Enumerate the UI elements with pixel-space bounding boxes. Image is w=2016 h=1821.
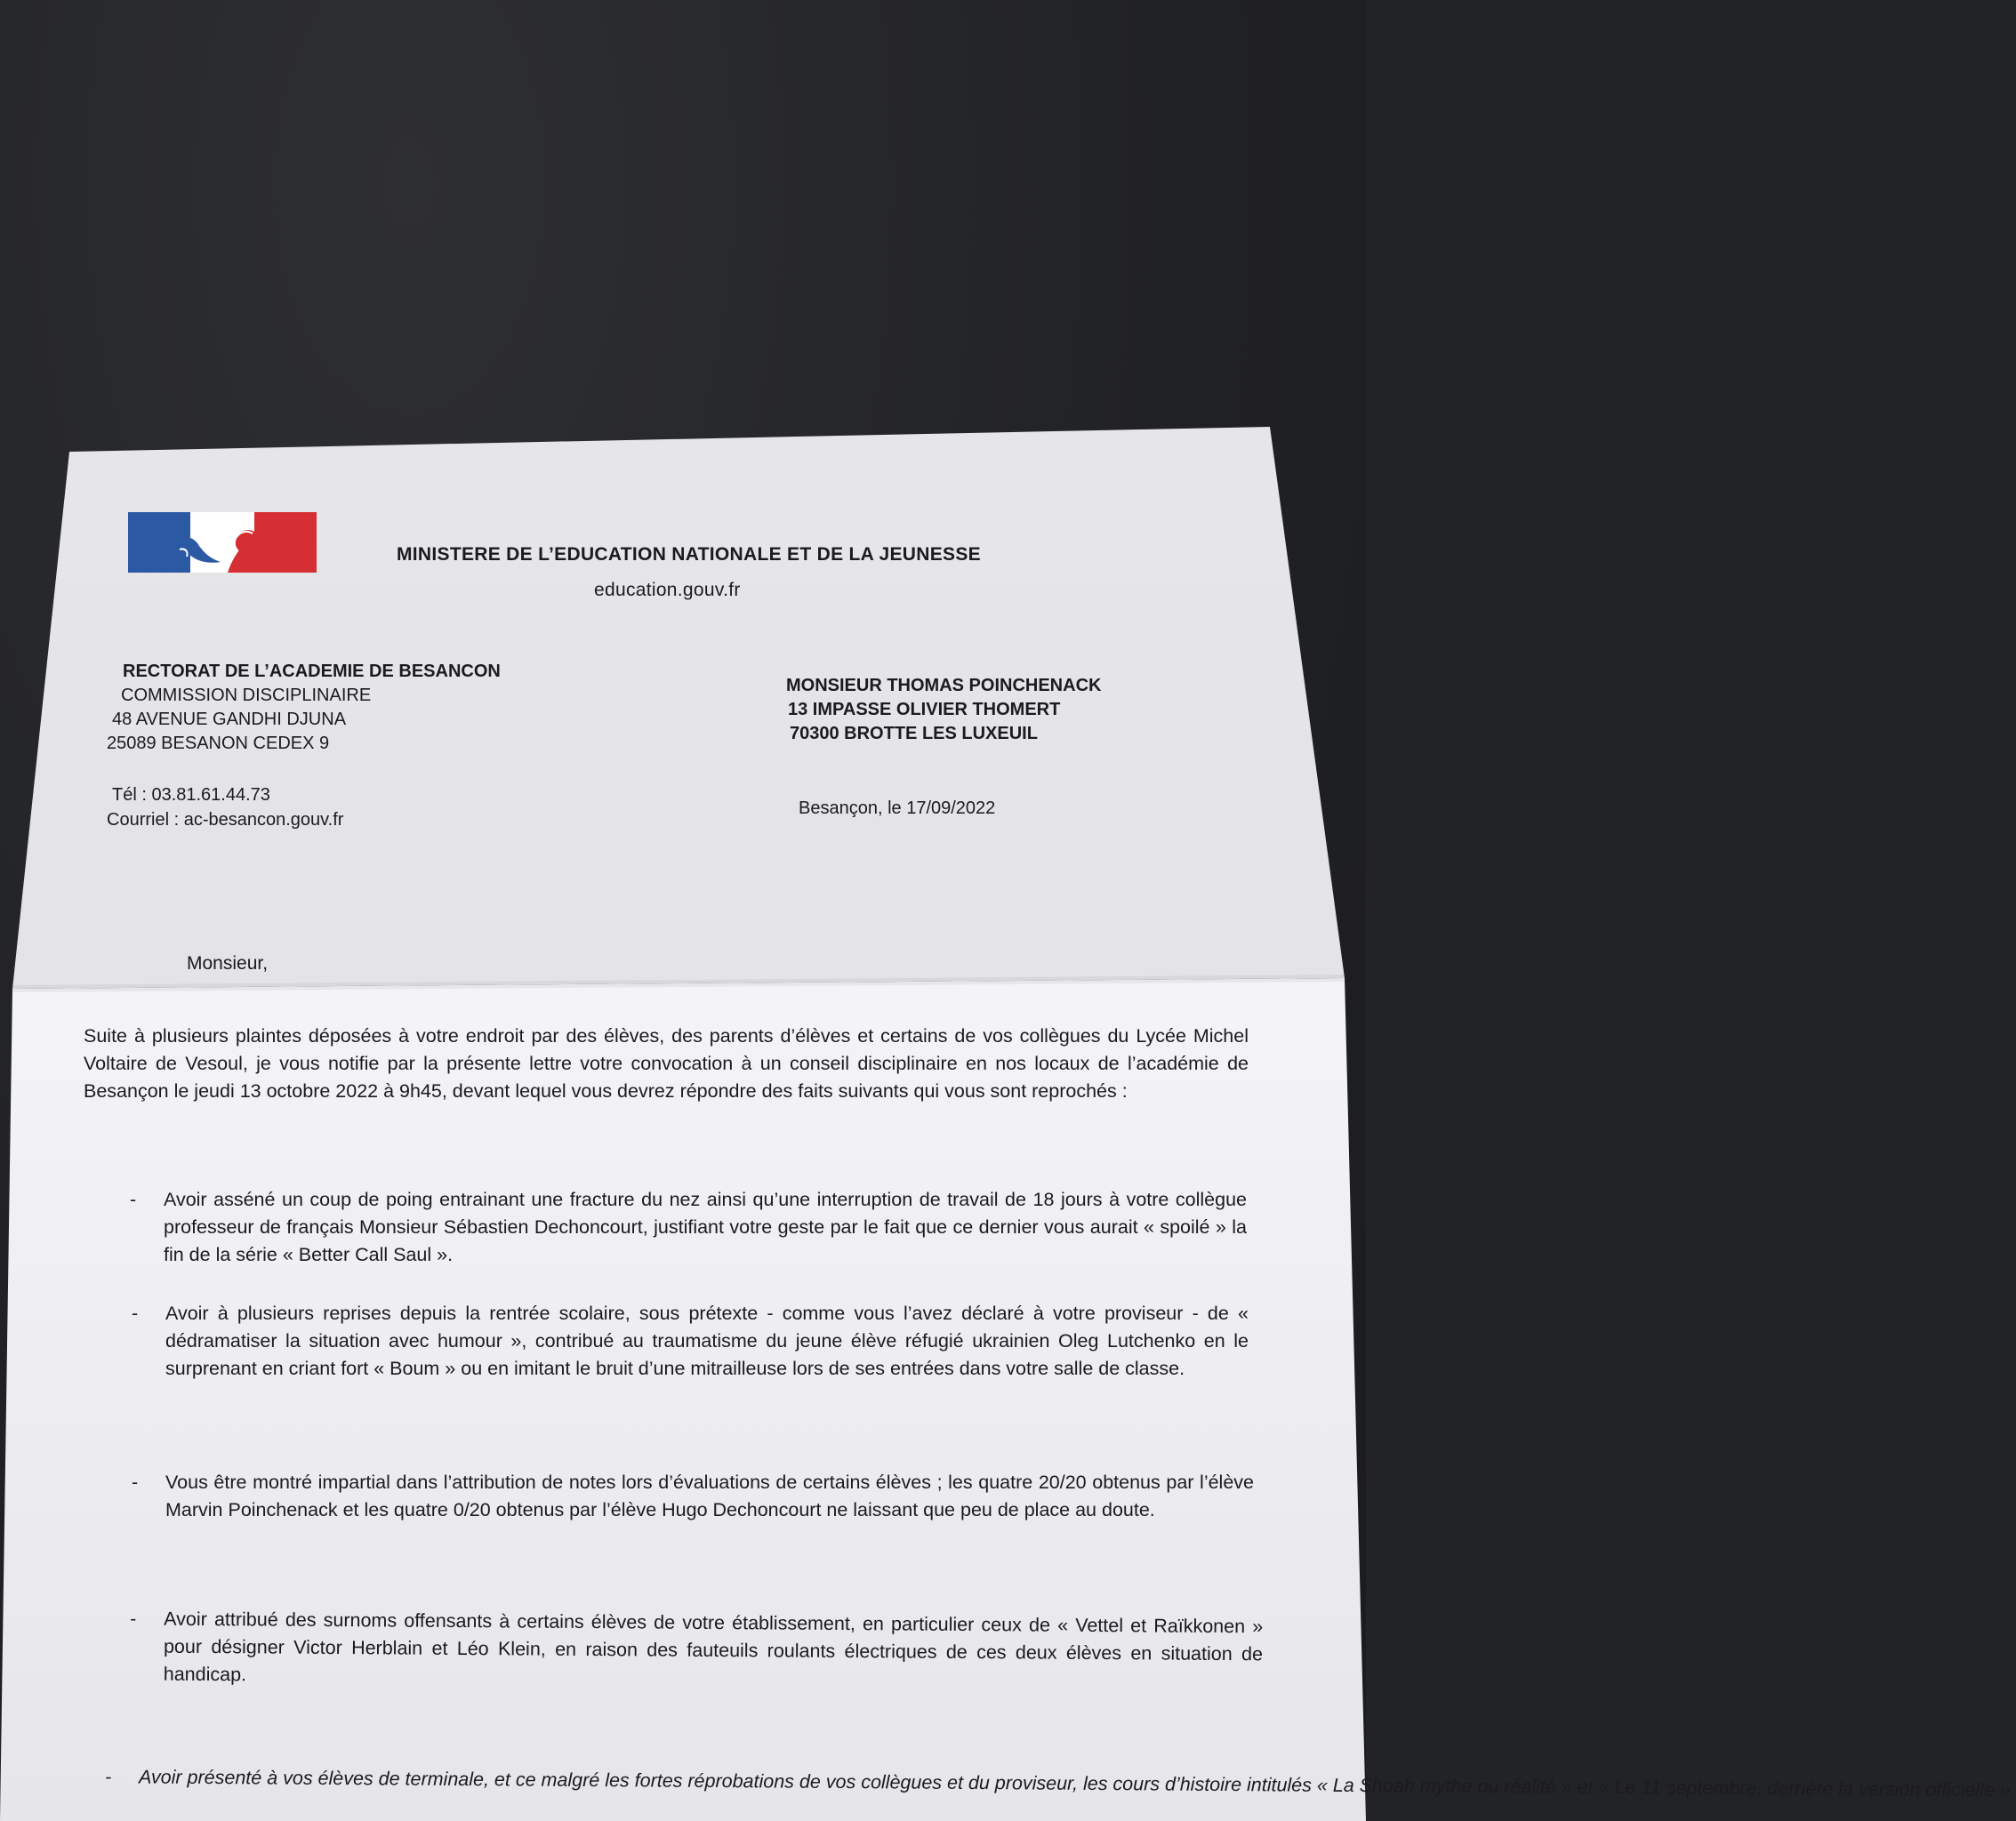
list-item-text: Avoir présenté à vos élèves de terminale, et ce malgré les fortes réprobations de vos collègues et du proviseur, les cours d’histoire intitulés « La Shoah mythe ou réalité » et « Le 11 septembre, derrière la version officielle ». [138, 1766, 2016, 1801]
sender-address-block [107, 660, 501, 756]
list-bullet: - [104, 1766, 112, 1788]
marianne-logo-icon [128, 512, 317, 573]
list-bullet: - [130, 1608, 137, 1630]
sender-department: COMMISSION DISCIPLINAIRE [121, 686, 372, 705]
list-bullet: - [130, 1189, 137, 1210]
recipient-name: MONSIEUR THOMAS POINCHENACK [786, 676, 1102, 695]
recipient-address-block [786, 674, 1101, 746]
sender-city: 25089 BESANON CEDEX 9 [107, 734, 330, 753]
letter-date: Besançon, le 17/09/2022 [799, 798, 996, 818]
list-item-text: Avoir attribué des surnoms offensants à certains élèves de votre établissement, en particulier ceux de « Vettel et Raïkkonen » pour désigner Victor Herblain et Léo Klein, en raison des fauteuils roulants électriques de ces deux élèves en situation de handicap. [163, 1608, 1264, 1686]
list-item [132, 1469, 1254, 1524]
list-bullet: - [132, 1472, 139, 1493]
recipient-city: 70300 BROTTE LES LUXEUIL [790, 724, 1038, 743]
list-bullet: - [132, 1303, 139, 1324]
sender-street: 48 AVENUE GANDHI DJUNA [112, 710, 347, 729]
list-item [130, 1186, 1247, 1269]
sender-phone: Tél : 03.81.61.44.73 [112, 785, 270, 805]
ministry-title: MINISTERE DE L’EDUCATION NATIONALE ET DE LA JEUNESSE [397, 544, 981, 565]
list-item-text: Avoir à plusieurs reprises depuis la rentrée scolaire, sous prétexte - comme vous l’avez déclaré à votre proviseur - de « dédramatiser la situation avec humour », contribué au traumatisme du jeune élève réfugié ukrainien Oleg Lutchenko en le surprenant en criant fort « Boum » ou en imitant le bruit d’une mitrailleuse lors de ses entrées dans votre salle de classe. [165, 1303, 1249, 1379]
list-item [130, 1606, 1264, 1697]
salutation: Monsieur, [187, 953, 269, 974]
sender-contact-block [107, 782, 343, 832]
sender-email: Courriel : ac-besancon.gouv.fr [107, 810, 344, 830]
sender-organization: RECTORAT DE L’ACADEMIE DE BESANCON [123, 662, 501, 681]
list-item [132, 1300, 1249, 1383]
intro-paragraph: Suite à plusieurs plaintes déposées à votre endroit par des élèves, des parents d’élèves et certains de vos collègues du Lycée Michel Voltaire de Vesoul, je vous notifie par la présente lettre votre convocation à un conseil disciplinaire en nos locaux de l’académie de Besançon le jeudi 13 octobre 2022 à 9h45, devant lequel vous devrez répondre des faits suivants qui vous sont reprochés : [84, 1025, 1249, 1102]
list-item-text: Avoir asséné un coup de poing entrainant une fracture du nez ainsi qu’une interruption de travail de 18 jours à votre collègue professeur de français Monsieur Sébastien Dechoncourt, justifiant votre geste par le fait que ce dernier vous aurait « spoilé » la fin de la série « Better Call Saul ». [164, 1189, 1247, 1265]
recipient-street: 13 IMPASSE OLIVIER THOMERT [788, 700, 1061, 719]
ministry-website: education.gouv.fr [594, 580, 741, 600]
list-item-text: Vous être montré impartial dans l’attribution de notes lors d’évaluations de certains élèves ; les quatre 20/20 obtenus par l’élève Marvin Poinchenack et les quatre 0/20 obtenus par l’élève Hugo Dechoncourt ne laissant que peu de place au doute. [165, 1472, 1254, 1520]
